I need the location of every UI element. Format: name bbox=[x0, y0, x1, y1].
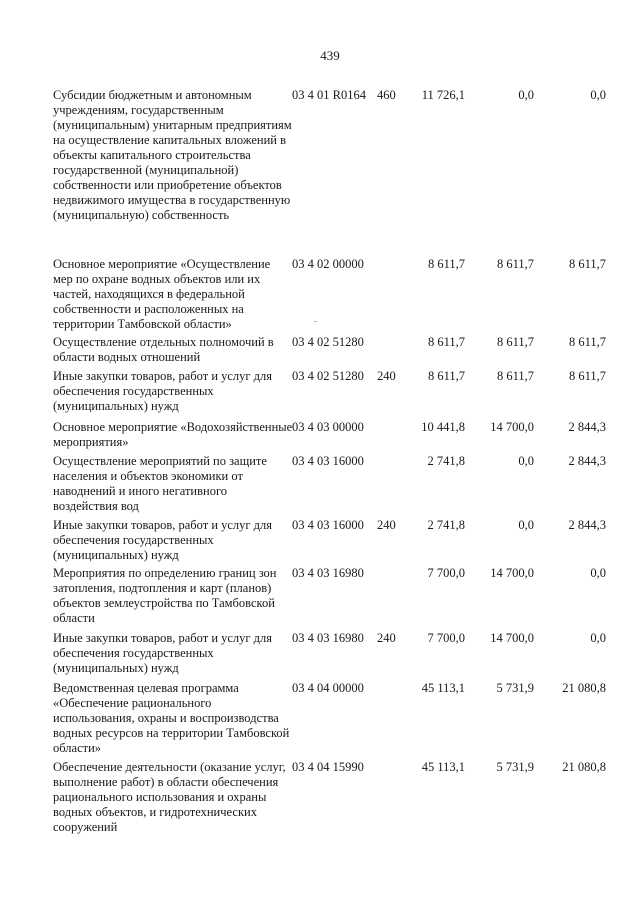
row-value-3: 8 611,7 bbox=[568, 257, 606, 271]
row-value-3: 8 611,7 bbox=[568, 335, 606, 349]
row-target-code: 03 4 02 51280 bbox=[292, 335, 364, 349]
row-value-3: 21 080,8 bbox=[562, 681, 606, 695]
row-value-1: 2 741,8 bbox=[427, 454, 465, 468]
row-description: Субсидии бюджетным и автономным учреждениям, государственным (муниципальным) унитарным предприятиям на осуществление капитальных вложений в объекты капитального строительства государственной (муниципальной) собственности или приобретение объектов недвижимого имущества в государственную (муниципальную) собственность bbox=[53, 88, 292, 222]
row-target-code: 03 4 04 00000 bbox=[292, 681, 364, 695]
row-value-1: 11 726,1 bbox=[421, 88, 465, 102]
row-description: Обеспечение деятельности (оказание услуг, выполнение работ) в области обеспечения рационального использования и охраны водных объектов, и гидротехнических сооружений bbox=[53, 760, 286, 834]
row-description: Основное мероприятие «Водохозяйственные мероприятия» bbox=[53, 420, 293, 449]
row-target-code: 03 4 03 16980 bbox=[292, 566, 364, 580]
row-target-code: 03 4 03 16980 bbox=[292, 631, 364, 645]
scan-speck bbox=[314, 321, 317, 322]
row-target-code: 03 4 03 00000 bbox=[292, 420, 364, 434]
row-value-3: 21 080,8 bbox=[562, 760, 606, 774]
row-value-2: 14 700,0 bbox=[490, 631, 534, 645]
row-target-code: 03 4 02 51280 bbox=[292, 369, 364, 383]
row-value-1: 45 113,1 bbox=[421, 760, 465, 774]
row-value-2: 0,0 bbox=[518, 518, 534, 532]
row-value-3: 2 844,3 bbox=[568, 454, 606, 468]
row-value-3: 0,0 bbox=[590, 566, 606, 580]
row-value-1: 8 611,7 bbox=[427, 335, 465, 349]
row-value-3: 2 844,3 bbox=[568, 420, 606, 434]
row-value-1: 7 700,0 bbox=[427, 631, 465, 645]
row-expense-type: 240 bbox=[377, 518, 396, 532]
row-description: Основное мероприятие «Осуществление мер по охране водных объектов или их частей, находящихся в федеральной собственности и расположенных на территории Тамбовской области» bbox=[53, 257, 271, 331]
row-value-2: 5 731,9 bbox=[496, 681, 534, 695]
row-target-code: 03 4 02 00000 bbox=[292, 257, 364, 271]
row-description: Иные закупки товаров, работ и услуг для обеспечения государственных (муниципальных) нужд bbox=[53, 518, 273, 562]
row-description: Осуществление мероприятий по защите населения и объектов экономики от наводнений и иного негативного воздействия вод bbox=[53, 454, 267, 513]
row-description: Мероприятия по определению границ зон затопления, подтопления и карт (планов) объектов землеустройства по Тамбовской области bbox=[53, 566, 277, 625]
row-value-2: 8 611,7 bbox=[496, 257, 534, 271]
row-value-2: 0,0 bbox=[518, 88, 534, 102]
row-value-1: 8 611,7 bbox=[427, 369, 465, 383]
row-value-1: 45 113,1 bbox=[421, 681, 465, 695]
row-target-code: 03 4 03 16000 bbox=[292, 454, 364, 468]
row-description: Осуществление отдельных полномочий в области водных отношений bbox=[53, 335, 274, 364]
row-value-3: 0,0 bbox=[590, 88, 606, 102]
row-value-2: 5 731,9 bbox=[496, 760, 534, 774]
row-value-2: 14 700,0 bbox=[490, 566, 534, 580]
row-target-code: 03 4 03 16000 bbox=[292, 518, 364, 532]
row-expense-type: 240 bbox=[377, 369, 396, 383]
row-value-2: 0,0 bbox=[518, 454, 534, 468]
row-expense-type: 460 bbox=[377, 88, 396, 102]
row-value-3: 0,0 bbox=[590, 631, 606, 645]
row-value-1: 2 741,8 bbox=[427, 518, 465, 532]
row-description: Иные закупки товаров, работ и услуг для обеспечения государственных (муниципальных) нужд bbox=[53, 631, 273, 675]
row-expense-type: 240 bbox=[377, 631, 396, 645]
row-value-2: 14 700,0 bbox=[490, 420, 534, 434]
row-description: Ведомственная целевая программа «Обеспечение рационального использования, охраны и воспроизводства водных ресурсов на территории Тамбовской области» bbox=[53, 681, 290, 755]
row-target-code: 03 4 04 15990 bbox=[292, 760, 364, 774]
row-value-3: 2 844,3 bbox=[568, 518, 606, 532]
page-number: 439 bbox=[320, 48, 340, 63]
row-description: Иные закупки товаров, работ и услуг для обеспечения государственных (муниципальных) нужд bbox=[53, 369, 273, 413]
row-value-1: 7 700,0 bbox=[427, 566, 465, 580]
row-target-code: 03 4 01 R0164 bbox=[292, 88, 366, 102]
row-value-1: 8 611,7 bbox=[427, 257, 465, 271]
row-value-3: 8 611,7 bbox=[568, 369, 606, 383]
row-value-1: 10 441,8 bbox=[421, 420, 465, 434]
row-value-2: 8 611,7 bbox=[496, 335, 534, 349]
row-value-2: 8 611,7 bbox=[496, 369, 534, 383]
